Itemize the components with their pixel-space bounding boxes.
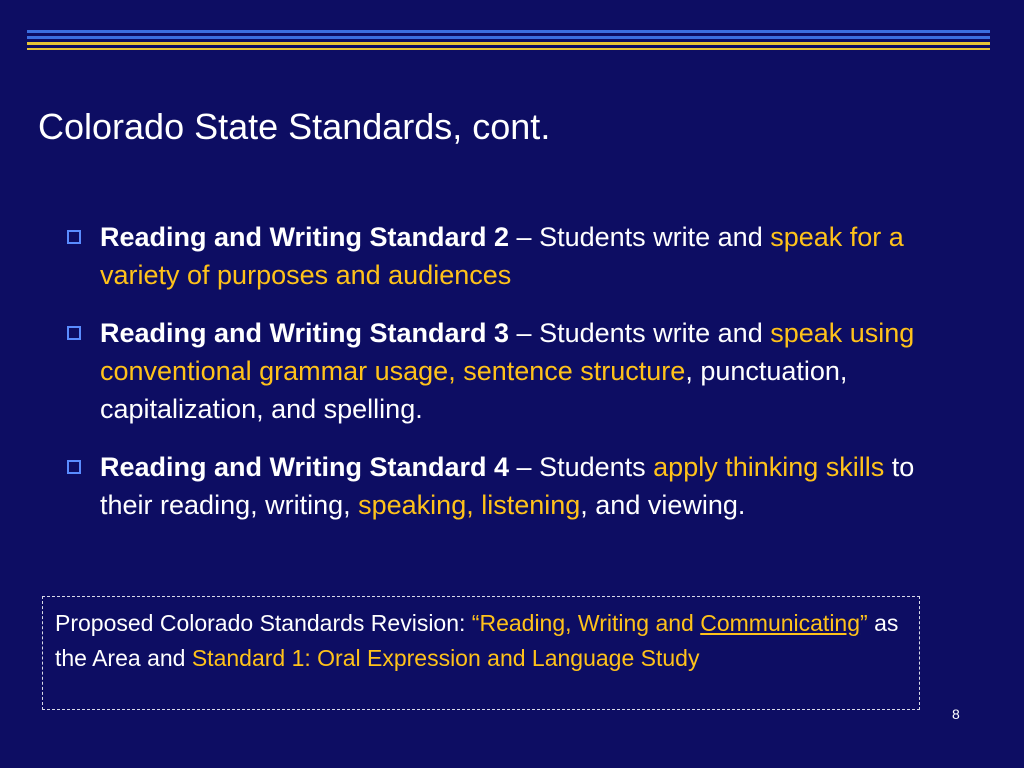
note-quote-close: ” <box>860 610 868 636</box>
bullet-heading: Reading and Writing Standard 3 <box>100 318 510 348</box>
note-quote-open: “Reading, Writing and <box>471 610 701 636</box>
blue-rule-top <box>27 30 990 33</box>
page-number: 8 <box>952 706 960 722</box>
bullet-dash: – <box>509 452 540 482</box>
bullet-highlight-second: speaking, listening <box>358 490 581 520</box>
blue-rule-second <box>27 36 990 39</box>
gold-rule-bottom <box>27 48 990 50</box>
bullet-text: Students write and <box>539 318 771 348</box>
bullet-standard-3 <box>64 314 924 428</box>
bullet-text: Students <box>539 452 654 482</box>
bullet-highlight: speak using conventional grammar usage, sentence structure <box>100 318 915 386</box>
gold-rule-third <box>27 42 990 45</box>
bullet-text-middle: to their reading, writing, <box>100 452 915 520</box>
standards-bullet-list <box>64 218 924 544</box>
bullet-heading: Reading and Writing Standard 2 <box>100 222 510 252</box>
bullet-dash: – <box>509 222 540 252</box>
bullet-text-end: , punctuation, capitalization, and spelling. <box>100 356 848 424</box>
square-bullet-icon <box>67 460 81 474</box>
note-text-middle: as the Area and <box>55 610 899 671</box>
header-decorative-rules <box>27 30 990 50</box>
bullet-heading: Reading and Writing Standard 4 <box>100 452 510 482</box>
bullet-standard-2 <box>64 218 924 294</box>
bullet-highlight: speak for a variety of purposes and audiences <box>100 222 904 290</box>
bullet-text: Students write and <box>539 222 771 252</box>
bullet-dash: – <box>509 318 540 348</box>
note-quote-underlined: Communicating <box>700 610 861 636</box>
bullet-standard-4 <box>64 448 924 524</box>
proposed-revision-note <box>42 596 920 710</box>
square-bullet-icon <box>67 230 81 244</box>
slide-title: Colorado State Standards, cont. <box>38 106 551 147</box>
note-text: Proposed Colorado Standards Revision: <box>55 610 472 636</box>
bullet-text-end: , and viewing. <box>580 490 746 520</box>
note-highlight-standard: Standard 1: Oral Expression and Language Study <box>191 645 700 671</box>
bullet-highlight: apply thinking skills <box>653 452 885 482</box>
square-bullet-icon <box>67 326 81 340</box>
